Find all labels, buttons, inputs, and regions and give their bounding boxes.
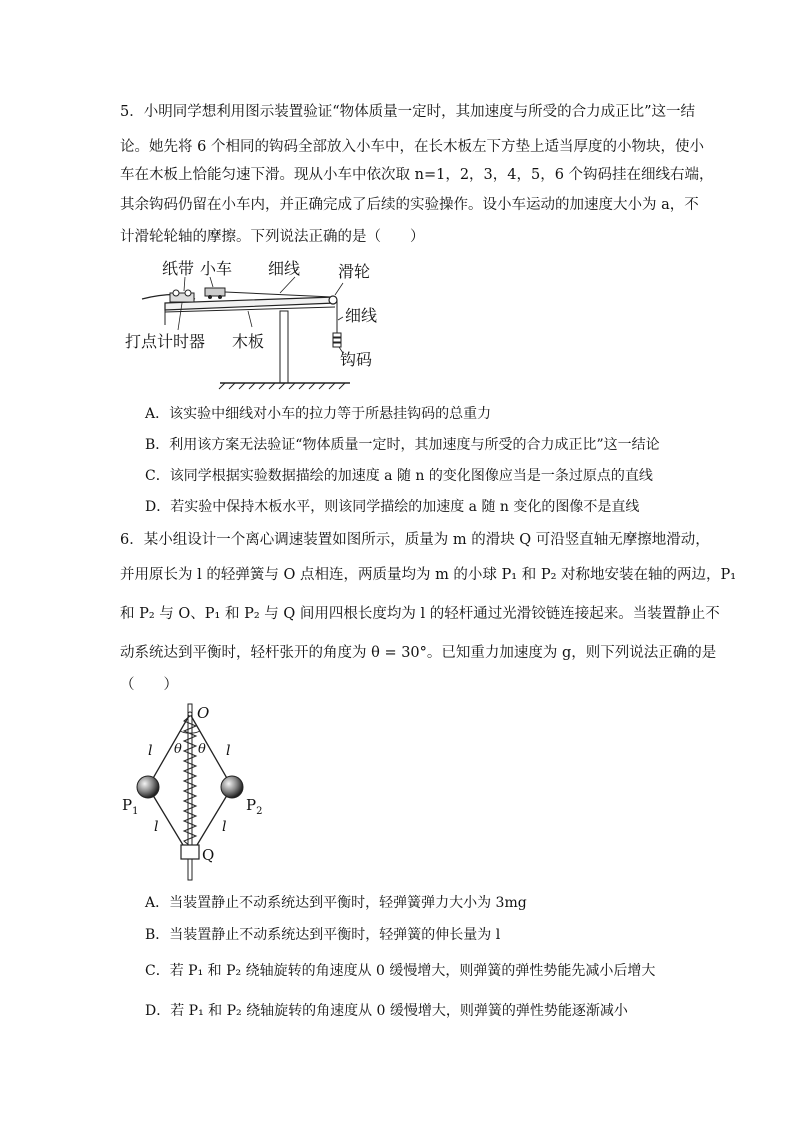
- label-string-right: 细线: [345, 306, 378, 325]
- q6-line-4: 动系统达到平衡时，轻杆张开的角度为 θ = 30°。已知重力加速度为 g，则下列说法正确的是: [120, 645, 717, 661]
- label-P1: $P_1$: [122, 796, 139, 817]
- q6-line-3: 和 P₂ 与 O、P₁ 和 P₂ 与 Q 间用四根长度均为 l 的轻杆通过光滑铰链连接起来。当装置静止不: [120, 606, 720, 622]
- label-theta-left: θ: [174, 742, 182, 757]
- q5-apparatus-figure: [125, 255, 400, 390]
- label-O: O: [197, 704, 210, 722]
- q6-option-a: A．当装置静止不动系统达到平衡时，轻弹簧弹力大小为 3mg: [145, 895, 527, 911]
- label-l-lower-right: l: [222, 819, 227, 835]
- q6-option-b: B．当装置静止不动系统达到平衡时，轻弹簧的伸长量为 l: [145, 927, 501, 943]
- label-theta-right: θ: [198, 742, 206, 757]
- q6-option-d: D．若 P₁ 和 P₂ 绕轴旋转的角速度从 0 缓慢增大，则弹簧的弹性势能逐渐减小: [145, 1003, 628, 1019]
- q6-governor-figure: [118, 700, 278, 885]
- label-l-lower-left: l: [154, 819, 159, 835]
- label-hooks: 钩码: [340, 350, 373, 369]
- ball-p1: [137, 776, 159, 798]
- q5-option-a: A．该实验中细线对小车的拉力等于所悬挂钩码的总重力: [145, 406, 492, 422]
- q5-option-c: C．该同学根据实验数据描绘的加速度 a 随 n 的变化图像应当是一条过原点的直线: [145, 468, 653, 484]
- q5-line-1: 5．小明同学想利用图示装置验证“物体质量一定时，其加速度与所受的合力成正比”这一结: [120, 104, 696, 120]
- q6-option-c: C．若 P₁ 和 P₂ 绕轴旋转的角速度从 0 缓慢增大，则弹簧的弹性势能先减小后增大: [145, 963, 656, 979]
- q6-line-1: 6．某小组设计一个离心调速装置如图所示，质量为 m 的滑块 Q 可沿竖直轴无摩擦地滑动，: [120, 532, 710, 548]
- label-P2: $P_2$: [246, 796, 263, 817]
- table-leg: [280, 311, 288, 383]
- q5-option-b: B．利用该方案无法验证“物体质量一定时，其加速度与所受的合力成正比”这一结论: [145, 437, 660, 453]
- q5-option-d: D．若实验中保持木板水平，则该同学描绘的加速度 a 随 n 变化的图像不是直线: [145, 499, 640, 515]
- label-timer: 打点计时器: [125, 332, 206, 351]
- slider-q: [181, 845, 199, 859]
- ball-p2: [221, 776, 243, 798]
- label-l-upper-left: l: [148, 743, 153, 759]
- q6-line-5: （ ）: [120, 677, 178, 693]
- label-string-top: 细线: [268, 259, 301, 278]
- q6-line-2: 并用原长为 l 的轻弹簧与 O 点相连，两质量均为 m 的小球 P₁ 和 P₂ 对称地安装在轴的两边，P₁: [120, 567, 737, 583]
- label-tape: 纸带: [162, 259, 195, 278]
- label-board: 木板: [232, 332, 265, 351]
- label-pulley: 滑轮: [338, 262, 371, 281]
- q5-line-5: 计滑轮轮轴的摩擦。下列说法正确的是（ ）: [120, 229, 425, 245]
- q5-line-3: 车在木板上恰能匀速下滑。现从小车中依次取 n=1，2，3，4，5，6 个钩码挂在细线右端，: [120, 167, 714, 183]
- label-l-upper-right: l: [226, 743, 231, 759]
- label-cart: 小车: [200, 259, 233, 278]
- rod-upper-left: [148, 714, 190, 787]
- q5-line-2: 论。她先将 6 个相同的钩码全部放入小车中，在长木板左下方垫上适当厚度的小物块，使小: [120, 139, 704, 155]
- pulley: [329, 296, 337, 304]
- string-top: [225, 292, 332, 297]
- cart: [205, 288, 225, 296]
- label-Q: Q: [202, 846, 215, 864]
- q5-line-4: 其余钩码仍留在小车内，并正确完成了后续的实验操作。设小车运动的加速度大小为 a，不: [120, 197, 699, 213]
